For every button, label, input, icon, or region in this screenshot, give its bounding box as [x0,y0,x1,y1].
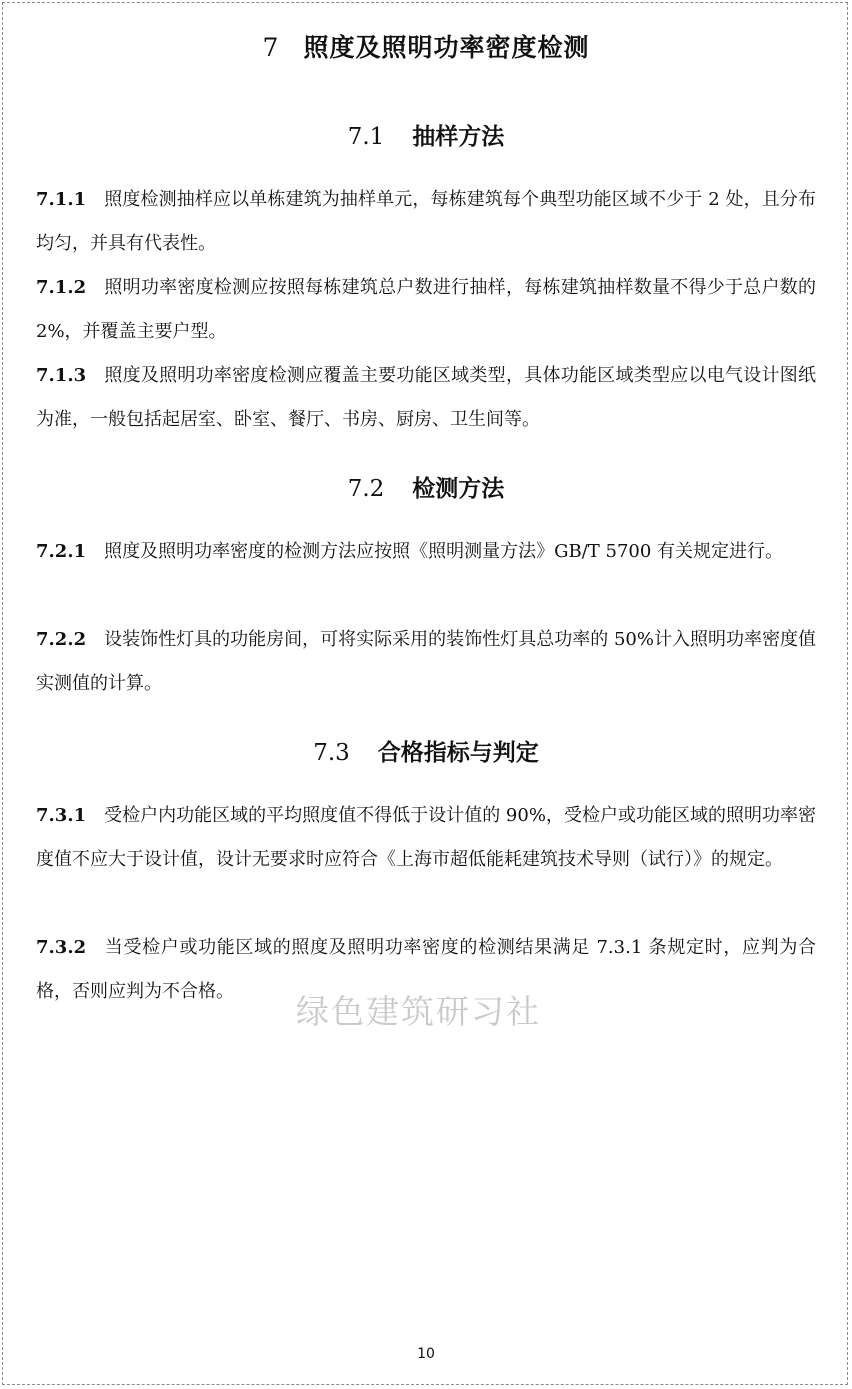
clause-7-3-1 [36,794,816,882]
clause-text: 照度及照明功率密度检测应覆盖主要功能区域类型，具体功能区域类型应以电气设计图纸为准，一般包括起居室、卧室、餐厅、书房、厨房、卫生间等。 [36,365,816,430]
section-title-text: 合格指标与判定 [377,739,539,766]
section-title-7-3 [0,734,852,767]
clause-number: 7.1.1 [36,189,87,210]
clause-text: 照度检测抽样应以单栋建筑为抽样单元，每栋建筑每个典型功能区域不少于 2 处，且分布均匀，并具有代表性。 [36,189,816,254]
clause-7-1-1 [36,178,816,266]
section-title-7-1 [0,118,852,151]
clause-7-1-2 [36,266,816,354]
clause-text: 照度及照明功率密度的检测方法应按照《照明测量方法》GB/T 5700 有关规定进行。 [104,541,784,562]
section-number: 7.1 [347,124,385,150]
section-number: 7.3 [313,740,350,766]
clause-number: 7.3.1 [36,805,87,826]
chapter-title [0,28,852,64]
chapter-title-text: 照度及照明功率密度检测 [303,33,590,62]
clause-text: 照明功率密度检测应按照每栋建筑总户数进行抽样，每栋建筑抽样数量不得少于总户数的 2%，并覆盖主要户型。 [36,277,816,342]
clause-number: 7.3.2 [36,937,87,958]
clause-7-2-1 [36,530,816,574]
section-number: 7.2 [347,476,385,502]
clause-number: 7.1.2 [36,277,87,298]
clause-number: 7.2.1 [36,541,87,562]
clause-number: 7.1.3 [36,365,87,386]
section-title-text: 检测方法 [412,475,505,502]
clause-text: 设装饰性灯具的功能房间，可将实际采用的装饰性灯具总功率的 50%计入照明功率密度值实测值的计算。 [36,629,816,694]
clause-number: 7.2.2 [36,629,87,650]
section-title-text: 抽样方法 [412,123,505,150]
clause-text: 当受检户或功能区域的照度及照明功率密度的检测结果满足 7.3.1 条规定时，应判为合格，否则应判为不合格。 [36,937,816,1002]
clause-7-1-3 [36,354,816,442]
section-title-7-2 [0,470,852,503]
page-number: 10 [417,1346,435,1362]
clause-7-2-2 [36,618,816,706]
chapter-number: 7 [262,33,280,62]
watermark: 绿色建筑研习社 [296,992,541,1031]
clause-text: 受检户内功能区域的平均照度值不得低于设计值的 90%，受检户或功能区域的照明功率密度值不应大于设计值，设计无要求时应符合《上海市超低能耗建筑技术导则（试行）》的规定。 [36,805,816,870]
